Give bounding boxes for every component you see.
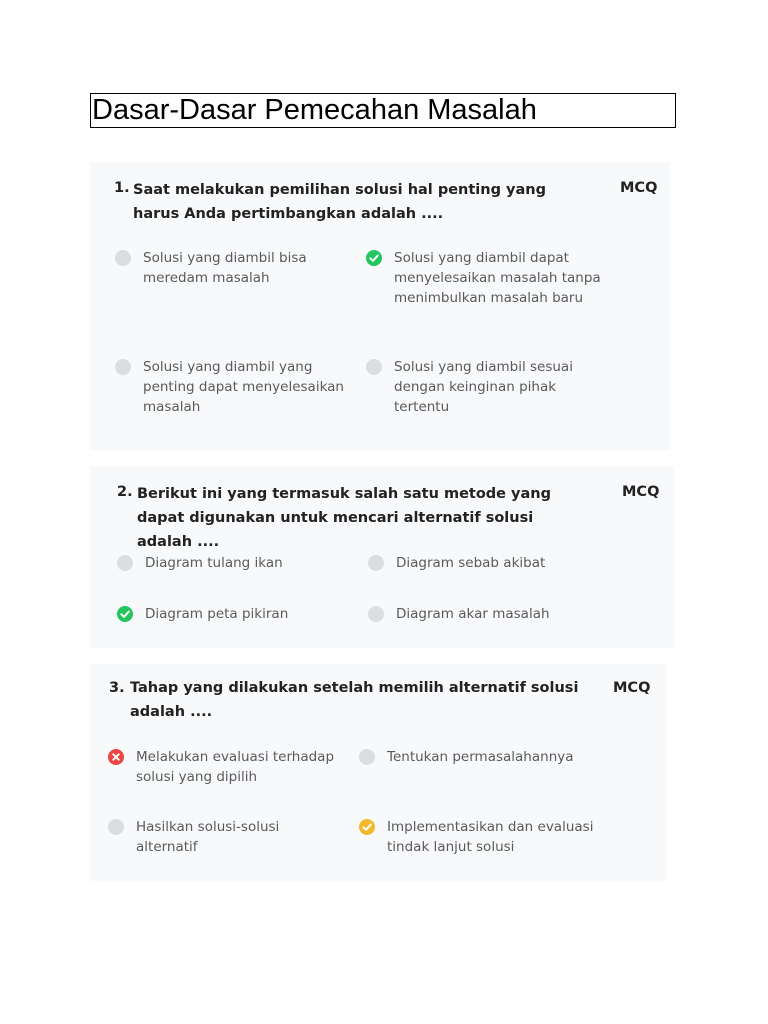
- radio-empty-icon: [359, 749, 375, 765]
- answer-option-text: Diagram peta pikiran: [145, 606, 289, 622]
- radio-empty-icon: [366, 359, 382, 375]
- answer-option[interactable]: [359, 747, 599, 767]
- answer-option[interactable]: [366, 248, 602, 308]
- question-text: Tahap yang dilakukan setelah memilih alternatif solusi adalah ....: [130, 680, 579, 720]
- answer-option-text: Implementasikan dan evaluasi tindak lanjut solusi: [387, 819, 594, 855]
- answer-option[interactable]: [115, 357, 351, 417]
- answer-option-text: Tentukan permasalahannya: [387, 749, 574, 765]
- answer-option[interactable]: [117, 553, 337, 573]
- answer-option[interactable]: [368, 604, 598, 624]
- check-icon: [117, 606, 133, 622]
- radio-empty-icon: [368, 555, 384, 571]
- answer-option[interactable]: [366, 357, 581, 417]
- answer-option-text: Hasilkan solusi-solusi alternatif: [136, 819, 280, 855]
- question-card-1: [90, 162, 670, 450]
- check-icon: [366, 250, 382, 266]
- question-number: 3.: [109, 680, 125, 696]
- answer-option-text: Solusi yang diambil dapat menyelesaikan masalah tanpa menimbulkan masalah baru: [394, 250, 601, 306]
- question-type-badge: MCQ: [620, 180, 658, 196]
- radio-empty-icon: [117, 555, 133, 571]
- question-text: Berikut ini yang termasuk salah satu metode yang dapat digunakan untuk mencari alternatif solusi adalah ....: [137, 486, 552, 550]
- answer-option-text: Solusi yang diambil yang penting dapat menyelesaikan masalah: [143, 359, 344, 415]
- answer-option-text: Diagram sebab akibat: [396, 555, 546, 571]
- question-card-3: [90, 664, 666, 881]
- answer-option[interactable]: [368, 553, 598, 573]
- answer-option[interactable]: [359, 817, 595, 857]
- check-icon: [359, 819, 375, 835]
- radio-empty-icon: [115, 250, 131, 266]
- answer-option-text: Solusi yang diambil sesuai dengan keinginan pihak tertentu: [394, 359, 573, 415]
- answer-option[interactable]: [117, 604, 337, 624]
- answer-option[interactable]: [108, 747, 344, 787]
- answer-option[interactable]: [115, 248, 325, 288]
- radio-empty-icon: [115, 359, 131, 375]
- radio-empty-icon: [368, 606, 384, 622]
- radio-empty-icon: [108, 819, 124, 835]
- answer-option-text: Diagram tulang ikan: [145, 555, 283, 571]
- page-title: Dasar-Dasar Pemecahan Masalah: [90, 93, 676, 128]
- answer-option[interactable]: [108, 817, 328, 857]
- question-text: Saat melakukan pemilihan solusi hal penting yang harus Anda pertimbangkan adalah ....: [133, 182, 546, 222]
- question-card-2: [90, 466, 674, 648]
- answer-option-text: Diagram akar masalah: [396, 606, 550, 622]
- question-number: 1.: [114, 180, 130, 196]
- answer-option-text: Melakukan evaluasi terhadap solusi yang dipilih: [136, 749, 335, 785]
- question-type-badge: MCQ: [613, 680, 651, 696]
- cross-icon: [108, 749, 124, 765]
- question-type-badge: MCQ: [622, 484, 660, 500]
- answer-option-text: Solusi yang diambil bisa meredam masalah: [143, 250, 307, 286]
- question-number: 2.: [117, 484, 133, 500]
